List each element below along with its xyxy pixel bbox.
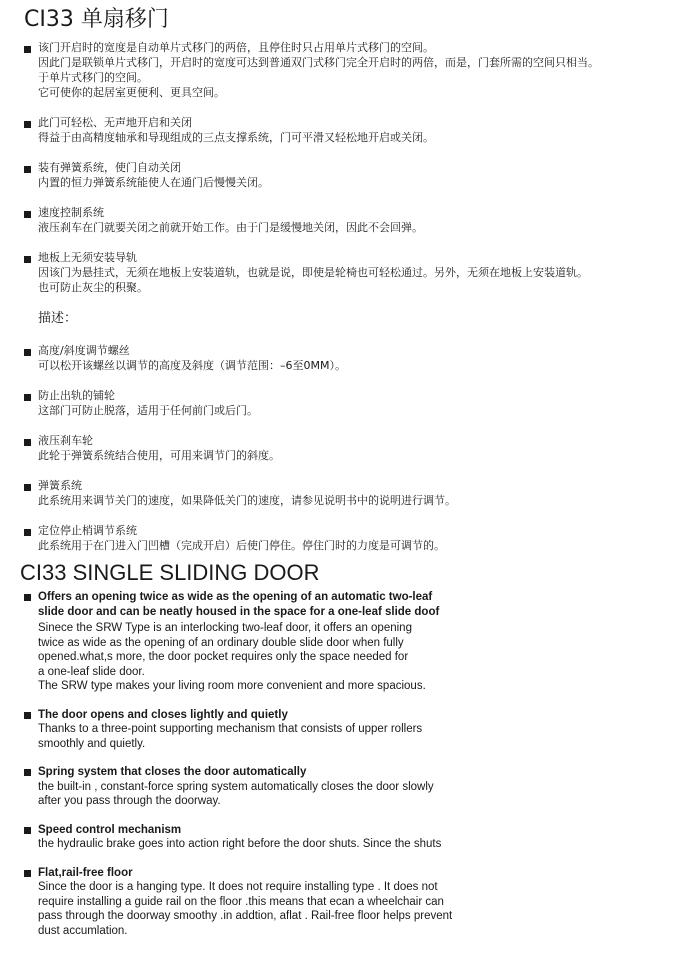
chinese-feature-list bbox=[24, 40, 690, 568]
square-bullet-icon bbox=[24, 870, 31, 877]
feature-body-line: Since the door is a hanging type. It does not require installing type . It does not bbox=[38, 881, 438, 893]
feature-item-en bbox=[24, 765, 690, 809]
square-bullet-icon bbox=[24, 256, 31, 263]
feature-body-line: require installing a guide rail on the floor .this means that ecan a wheelchair can bbox=[38, 895, 444, 908]
square-bullet-icon bbox=[24, 827, 31, 834]
component-heading: 液压刹车轮 bbox=[38, 434, 93, 447]
feature-heading-line: Flat,rail-free floor bbox=[38, 866, 133, 879]
square-bullet-icon bbox=[24, 769, 31, 776]
square-bullet-icon bbox=[24, 529, 31, 536]
feature-item-cn bbox=[24, 250, 690, 295]
feature-item-en bbox=[24, 866, 690, 939]
component-item-cn bbox=[24, 343, 690, 373]
feature-text-line: 得益于由高精度轴承和导现组成的三点支撑系统，门可平滑又轻松地开启或关闭。 bbox=[38, 131, 434, 144]
component-item-cn bbox=[24, 523, 690, 553]
component-text-line: 这部门可防止脱落，适用于任何前门或后门。 bbox=[38, 404, 258, 417]
feature-item-cn bbox=[24, 205, 690, 235]
feature-heading: 此门可轻松、无声地开启和关闭 bbox=[38, 116, 192, 129]
feature-text-line: 也可防止灰尘的积聚。 bbox=[38, 281, 148, 294]
component-heading: 高度/斜度调节螺丝 bbox=[38, 344, 130, 357]
feature-heading: 地板上无须安装导轨 bbox=[38, 251, 137, 264]
feature-item-en bbox=[24, 823, 690, 852]
component-text-line: 可以松开该螺丝以调节的高度及斜度（调节范围：–6至0MM）。 bbox=[38, 359, 346, 372]
feature-text-line: 它可使你的起居室更便利、更具空间。 bbox=[38, 86, 225, 99]
component-text-line: 此系统用于在门进入门凹槽（完成开启）后使门停住。停住门时的力度是可调节的。 bbox=[38, 539, 445, 552]
feature-heading-line: Speed control mechanism bbox=[38, 823, 182, 836]
feature-heading-line: Spring system that closes the door automatically bbox=[38, 766, 307, 778]
english-feature-list bbox=[24, 590, 690, 952]
feature-text-line: 因该门为悬挂式，无须在地板上安装道轨，也就是说，即使是轮椅也可轻松通过。另外，无须在地板上安装道轨。 bbox=[38, 266, 588, 279]
description-heading: 描述： bbox=[38, 311, 78, 326]
feature-body-line: the built-in , constant-force spring system automatically closes the door slowly bbox=[38, 780, 434, 793]
feature-text-line: 内置的恒力弹簧系统能使人在通门后慢慢关闭。 bbox=[38, 176, 269, 189]
square-bullet-icon bbox=[24, 166, 31, 173]
feature-text-line: 于单片式移门的空间。 bbox=[38, 71, 148, 84]
component-item-cn bbox=[24, 433, 690, 463]
feature-text-line: 因此门是联锁单片式移门，开启时的宽度可达到普通双门式移门完全开启时的两倍，而是，门套所需的空间只相当。 bbox=[38, 56, 599, 69]
square-bullet-icon bbox=[24, 121, 31, 128]
feature-heading-line: Offers an opening twice as wide as the opening of an automatic two-leaf bbox=[38, 591, 433, 603]
component-heading: 弹簧系统 bbox=[38, 479, 82, 492]
square-bullet-icon bbox=[24, 211, 31, 218]
feature-item-en bbox=[24, 590, 690, 694]
feature-item-cn bbox=[24, 40, 690, 100]
feature-body-line: a one-leaf slide door. bbox=[38, 665, 145, 678]
feature-item-en bbox=[24, 708, 690, 752]
feature-item-cn bbox=[24, 115, 690, 145]
feature-body-line: Sinece the SRW Type is an interlocking two-leaf door, it offers an opening bbox=[38, 622, 412, 634]
feature-body-line: dust accumlation. bbox=[38, 924, 128, 937]
component-heading: 定位停止梢调节系统 bbox=[38, 524, 137, 537]
title-english: CI33 SINGLE SLIDING DOOR bbox=[20, 560, 320, 585]
square-bullet-icon bbox=[24, 349, 31, 356]
square-bullet-icon bbox=[24, 712, 31, 719]
feature-item-cn bbox=[24, 160, 690, 190]
feature-heading: 速度控制系统 bbox=[38, 206, 104, 219]
feature-body-line: The SRW type makes your living room more convenient and more spacious. bbox=[38, 680, 426, 692]
square-bullet-icon bbox=[24, 594, 31, 601]
component-text-line: 此轮于弹簧系统结合使用，可用来调节门的斜度。 bbox=[38, 449, 280, 462]
feature-body-line: pass through the doorway smoothy .in addtion, aflat . Rail-free floor helps prevent bbox=[38, 910, 453, 922]
square-bullet-icon bbox=[24, 46, 31, 53]
feature-heading-line: The door opens and closes lightly and quietly bbox=[38, 708, 288, 721]
feature-body-line: the hydraulic brake goes into action right before the door shuts. Since the shuts bbox=[38, 838, 442, 850]
feature-heading: 装有弹簧系统，使门自动关闭 bbox=[38, 161, 181, 174]
title-chinese: CI33 单扇移门 bbox=[24, 7, 169, 32]
component-text-line: 此系统用来调节关门的速度，如果降低关门的速度，请参见说明书中的说明进行调节。 bbox=[38, 494, 456, 507]
square-bullet-icon bbox=[24, 439, 31, 446]
feature-body-line: Thanks to a three-point supporting mechanism that consists of upper rollers bbox=[38, 723, 423, 735]
feature-body-line: after you pass through the doorway. bbox=[38, 795, 221, 807]
component-item-cn bbox=[24, 388, 690, 418]
feature-body-line: smoothly and quietly. bbox=[38, 737, 146, 750]
square-bullet-icon bbox=[24, 394, 31, 401]
feature-text-line: 该门开启时的宽度是自动单片式移门的两倍，且停住时只占用单片式移门的空间。 bbox=[38, 41, 434, 54]
feature-heading-line: slide door and can be neatly housed in the space for a one-leaf slide doof bbox=[38, 605, 440, 618]
feature-body-line: opened.what,s more, the door pocket requires only the space needed for bbox=[38, 651, 409, 663]
feature-body-line: twice as wide as the opening of an ordinary double slide door when fully bbox=[38, 636, 404, 649]
square-bullet-icon bbox=[24, 484, 31, 491]
component-heading: 防止出轨的铺轮 bbox=[38, 389, 115, 402]
component-item-cn bbox=[24, 478, 690, 508]
feature-text-line: 液压刹车在门就要关闭之前就开始工作。由于门是缓慢地关闭，因此不会回弹。 bbox=[38, 221, 423, 234]
